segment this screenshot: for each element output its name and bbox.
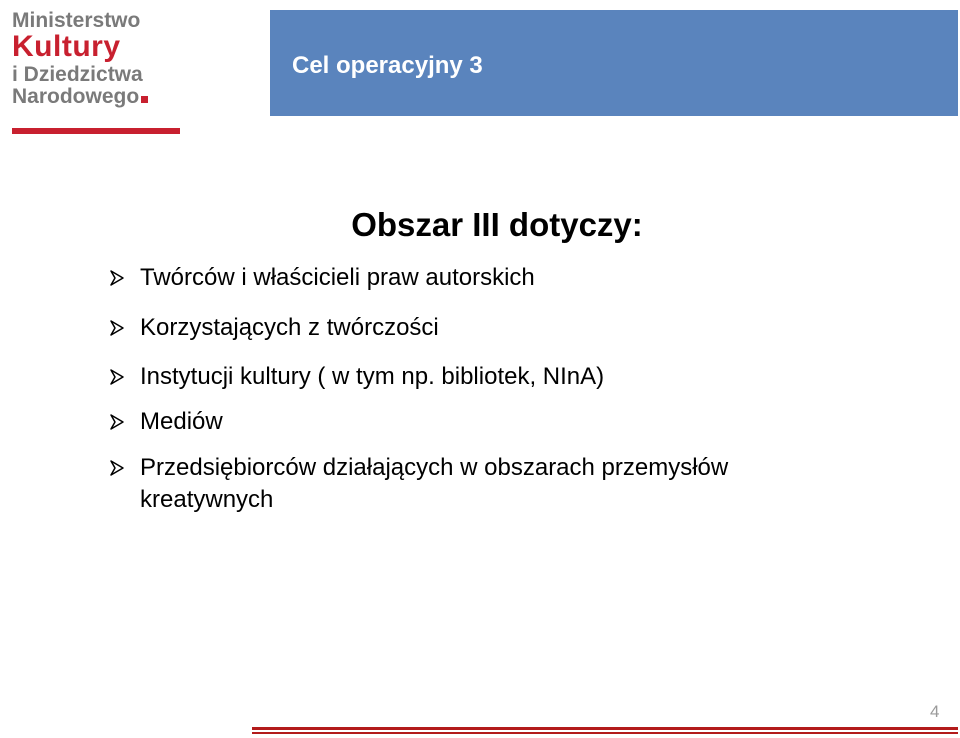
footer-rule	[252, 732, 958, 734]
arrow-bullet-icon	[108, 413, 126, 431]
section-heading: Obszar III dotyczy:	[351, 206, 643, 243]
arrow-bullet-icon	[108, 269, 126, 287]
page-number: 4	[930, 702, 940, 721]
logo-dot	[141, 96, 148, 103]
bullet-item	[108, 361, 604, 393]
logo-line-4-wrap	[12, 86, 187, 107]
bullet-item	[108, 312, 439, 344]
slide-title: Cel operacyjny 3	[292, 52, 483, 79]
logo-line-4: Narodowego	[12, 85, 140, 108]
arrow-bullet-icon	[108, 368, 126, 386]
bullet-text: Instytucji kultury ( w tym np. bibliotek, NInA)	[140, 363, 605, 390]
bullet-item	[108, 452, 820, 516]
logo-underline	[12, 128, 180, 134]
bullet-text: Przedsiębiorców działających w obszarach przemysłów kreatywnych	[140, 454, 729, 513]
arrow-bullet-icon	[108, 319, 126, 337]
bullet-text: Korzystających z twórczości	[140, 314, 439, 341]
logo-line-1: Ministerstwo	[12, 9, 141, 32]
bullet-item	[108, 406, 223, 438]
arrow-bullet-icon	[108, 459, 126, 477]
bullet-item	[108, 262, 535, 294]
title-banner	[270, 10, 958, 116]
ministry-logo	[12, 10, 187, 107]
logo-line-3: i Dziedzictwa	[12, 63, 143, 86]
logo-line-2: Kultury	[12, 30, 121, 63]
bullet-text: Twórców i właścicieli praw autorskich	[140, 264, 535, 291]
bullet-text: Mediów	[140, 408, 223, 435]
footer-rule	[252, 727, 958, 730]
